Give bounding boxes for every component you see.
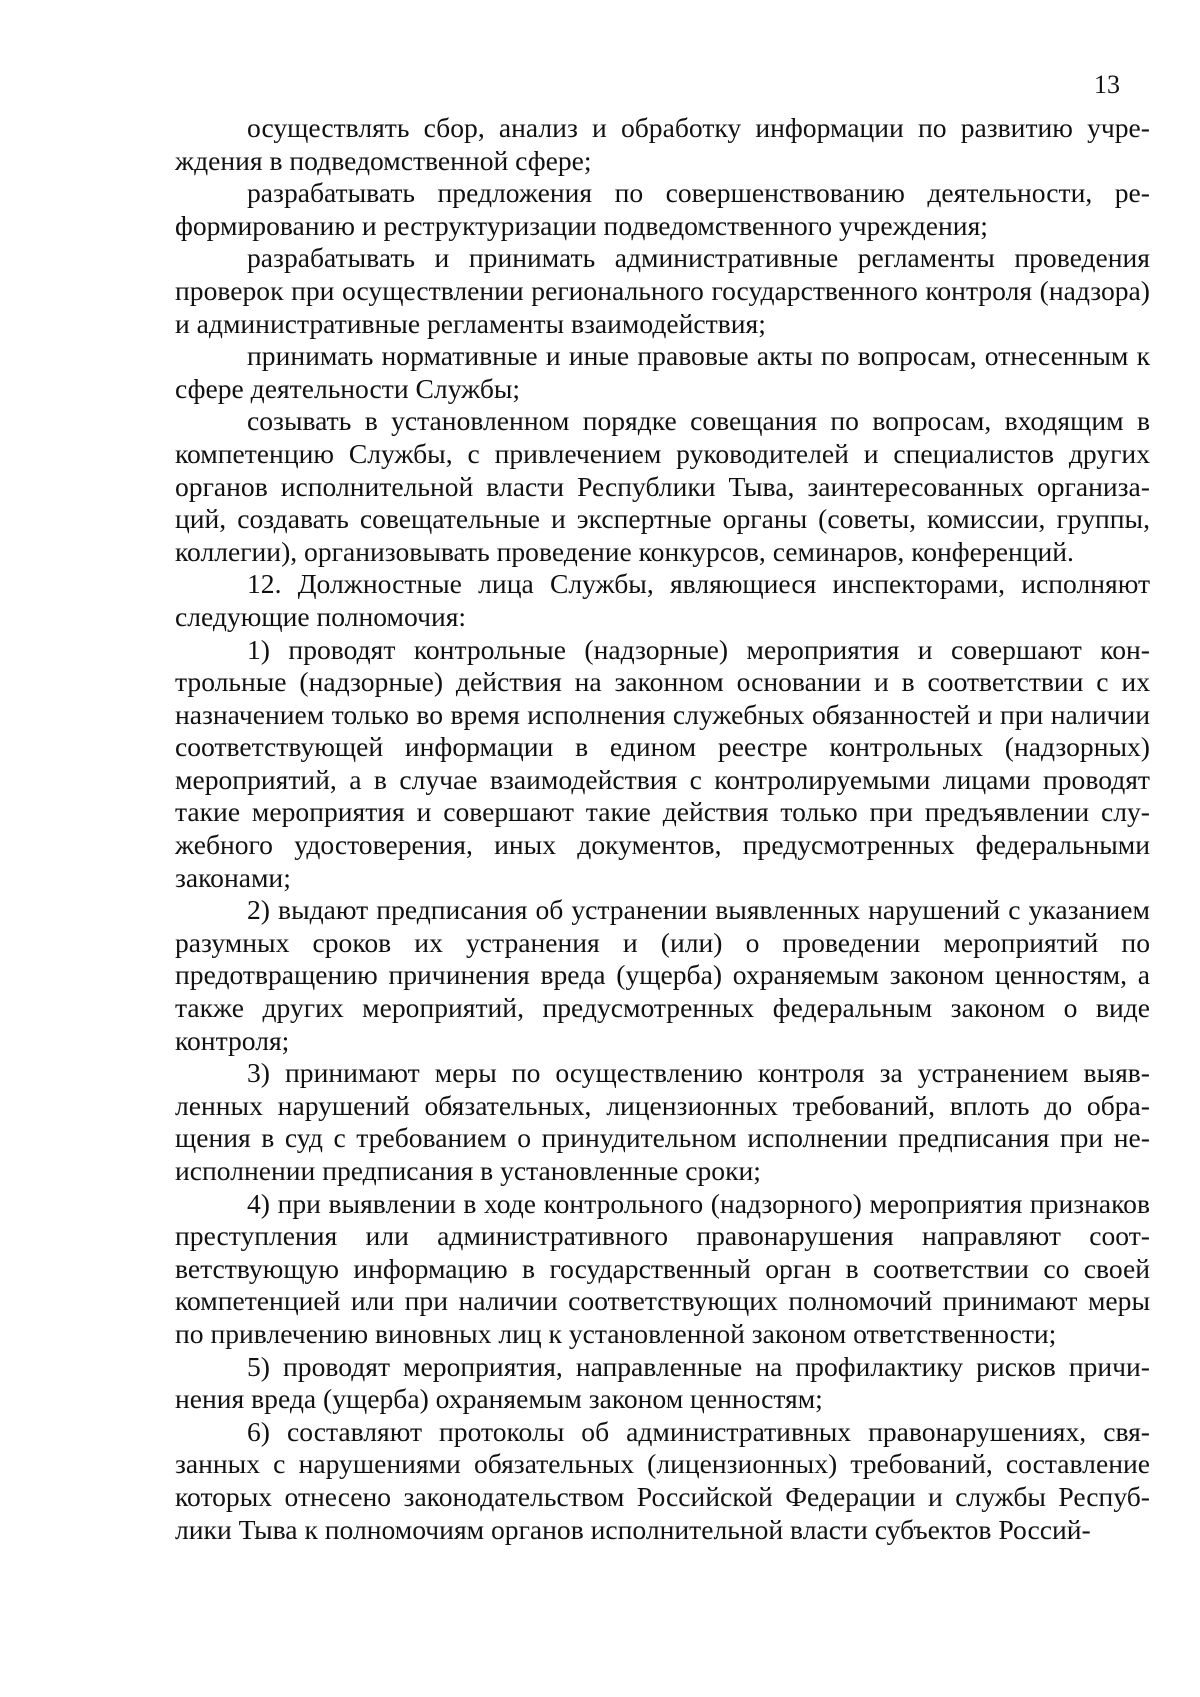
paragraph: разрабатывать и принимать административные регламенты проведения проверок при осуществлении регионального государственного контроля (надзора) и административные регламенты взаимодействия; [175, 242, 1150, 339]
paragraph: 6) составляют протоколы об административных правонарушениях, связанных с нарушениями обязательных (лицензионных) требований, составление которых отнесено законодательством Российской Федерации и службы Республики Тыва к полномочиям органов исполнительной власти субъектов Россий- [175, 1415, 1150, 1545]
paragraph: 5) проводят мероприятия, направленные на профилактику рисков причинения вреда (ущерба) охраняемым законом ценностям; [175, 1350, 1150, 1415]
paragraph: 1) проводят контрольные (надзорные) мероприятия и совершают контрольные (надзорные) действия на законном основании и в соответствии с их назначением только во время исполнения служебных обязанностей и при наличии соответствующей информации в едином реестре контрольных (надзорных) мероприятий, а в случае взаимодействия с контролируемыми лицами проводят такие мероприятия и совершают такие действия только при предъявлении служебного удостоверения, иных документов, предусмотренных федеральными законами; [175, 633, 1150, 893]
document-body [175, 112, 1150, 1546]
paragraph: принимать нормативные и иные правовые акты по вопросам, отнесенным к сфере деятельности Службы; [175, 340, 1150, 404]
paragraph: 3) принимают меры по осуществлению контроля за устранением выявленных нарушений обязательных, лицензионных требований, вплоть до обращения в суд с требованием о принудительном исполнении предписания при неисполнении предписания в установленные сроки; [175, 1057, 1150, 1186]
paragraph: осуществлять сбор, анализ и обработку информации по развитию учреждения в подведомственной сфере; [175, 112, 1150, 176]
paragraph: созывать в установленном порядке совещания по вопросам, входящим в компетенцию Службы, с привлечением руководителей и специалистов других органов исполнительной власти Республики Тыва, заинтересованных организаций, создавать совещательные и экспертные органы (советы, комиссии, группы, коллегии), организовывать проведение конкурсов, семинаров, конференций. [175, 405, 1150, 567]
page-number: 13 [1094, 70, 1120, 99]
paragraph: разрабатывать предложения по совершенствованию деятельности, реформированию и реструктуризации подведомственного учреждения; [175, 177, 1150, 241]
paragraph: 4) при выявлении в ходе контрольного (надзорного) мероприятия признаков преступления или административного правонарушения направляют соответствующую информацию в государственный орган в соответствии со своей компетенцией или при наличии соответствующих полномочий принимают меры по привлечению виновных лиц к установленной законом ответственности; [175, 1187, 1150, 1349]
paragraph: 2) выдают предписания об устранении выявленных нарушений с указанием разумных сроков их устранения и (или) о проведении мероприятий по предотвращению причинения вреда (ущерба) охраняемым законом ценностям, а также других мероприятий, предусмотренных федеральным законом о виде контроля; [175, 894, 1150, 1056]
paragraph: 12. Должностные лица Службы, являющиеся инспекторами, исполняют следующие полномочия: [175, 568, 1150, 632]
